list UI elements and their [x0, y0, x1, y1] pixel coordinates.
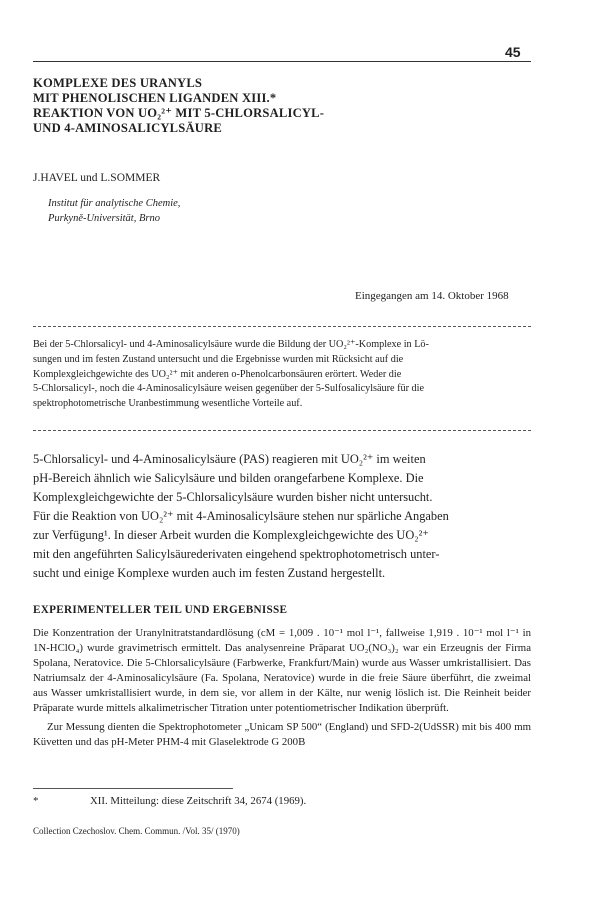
institution — [48, 196, 180, 226]
title-line: REAKTION VON UO₂²⁺ MIT 5-CHLORSALICYL- — [33, 106, 325, 120]
introduction — [33, 450, 531, 583]
intro-line: Komplexgleichgewichte der 5-Chlorsalicylsäure wurden bisher nicht untersucht. — [33, 490, 433, 504]
intro-line: pH-Bereich ähnlich wie Salicylsäure und bilden orangefarbene Komplexe. Die — [33, 471, 424, 485]
abstract-line: Bei der 5-Chlorsalicyl- und 4-Aminosalicylsäure wurde die Bildung der UO₂²⁺-Komplexe in Lö- — [33, 339, 429, 350]
intro-line: Für die Reaktion von UO₂²⁺ mit 4-Aminosalicylsäure stehen nur spärliche Angaben — [33, 509, 449, 523]
title-line: MIT PHENOLISCHEN LIGANDEN XIII.* — [33, 91, 277, 105]
abstract — [33, 338, 531, 412]
intro-line: mit den angeführten Salicylsäurederivaten eingehend spektrophotometrisch unter- — [33, 547, 440, 561]
footnote-mark: * — [33, 795, 39, 807]
header-rule — [33, 61, 531, 62]
abstract-line: spektrophotometrische Uranbestimmung wesentliche Vorteile auf. — [33, 398, 303, 410]
paragraph: Zur Messung dienten die Spektrophotometer „Unicam SP 500“ (England) und SFD-2(UdSSR) mit bis 400 mm Küvetten und das pH-Meter PHM-4 mit Glaselektrode G 200B — [33, 721, 531, 749]
page-number: 45 — [505, 44, 521, 60]
footnote: XII. Mitteilung: diese Zeitschrift 34, 2674 (1969). — [90, 795, 307, 807]
article-title — [33, 76, 324, 136]
title-line: KOMPLEXE DES URANYLS — [33, 76, 203, 90]
abstract-line: 5-Chlorsalicyl-, noch die 4-Aminosalicylsäure weisen gegenüber der 5-Sulfosalicylsäure für die — [33, 383, 424, 395]
paragraph: Die Konzentration der Uranylnitratstandardlösung (cM = 1,009 . 10⁻¹ mol l⁻¹, fallweise 1,919 . 10⁻¹ mol l⁻¹ in 1N-HClO₄) wurde gravimetrisch ermittelt. Das analysenreine Präparat UO₂(NO₃)₂ war ein Erzeugnis der Firma Spolana, Neratovice. Die 5-Chlorsalicylsäure (Farbwerke, Frankfurt/Main) wurde aus Wasser umkristallisiert. Das Natriumsalz der 4-Aminosalicylsäure (Fa. Spolana, Neratovice) wurde in die freie Säure überführt, die zweimal aus Wasser umkristallisiert wurde, in dem sie, vor allem in der Kälte, nur wenig löslich ist. Die Reinheit beider Präparate wurde mittels alkalimetrischer Titration unter potentiometrischer Indikation überprüft. — [33, 627, 532, 714]
intro-line: zur Verfügung¹. In dieser Arbeit wurden die Komplexgleichgewichte des UO₂²⁺ — [33, 528, 429, 542]
authors: J.HAVEL und L.SOMMER — [33, 172, 161, 184]
institution-line: Purkyně-Universität, Brno — [48, 213, 160, 224]
received-date: Eingegangen am 14. Oktober 1968 — [355, 290, 509, 302]
journal-citation: Collection Czechoslov. Chem. Commun. /Vol. 35/ (1970) — [33, 826, 240, 836]
experimental-section — [33, 626, 531, 750]
intro-line: sucht und einige Komplexe wurden auch im festen Zustand hergestellt. — [33, 566, 386, 580]
abstract-line: Komplexgleichgewichte des UO₂²⁺ mit anderen o-Phenolcarbonsäuren erörtert. Weder die — [33, 368, 402, 380]
title-line: UND 4-AMINOSALICYLSÄURE — [33, 121, 222, 135]
intro-line: 5-Chlorsalicyl- und 4-Aminosalicylsäure (PAS) reagieren mit UO₂²⁺ im weiten — [33, 452, 426, 466]
section-heading: EXPERIMENTELLER TEIL UND ERGEBNISSE — [33, 604, 288, 616]
institution-line: Institut für analytische Chemie, — [48, 198, 181, 209]
footnote-rule — [33, 788, 233, 789]
abstract-line: sungen und im festen Zustand untersucht und die Ergebnisse wurden mit Rücksicht auf die — [33, 353, 404, 365]
abstract-bottom-divider — [33, 430, 531, 431]
abstract-top-divider — [33, 326, 531, 327]
